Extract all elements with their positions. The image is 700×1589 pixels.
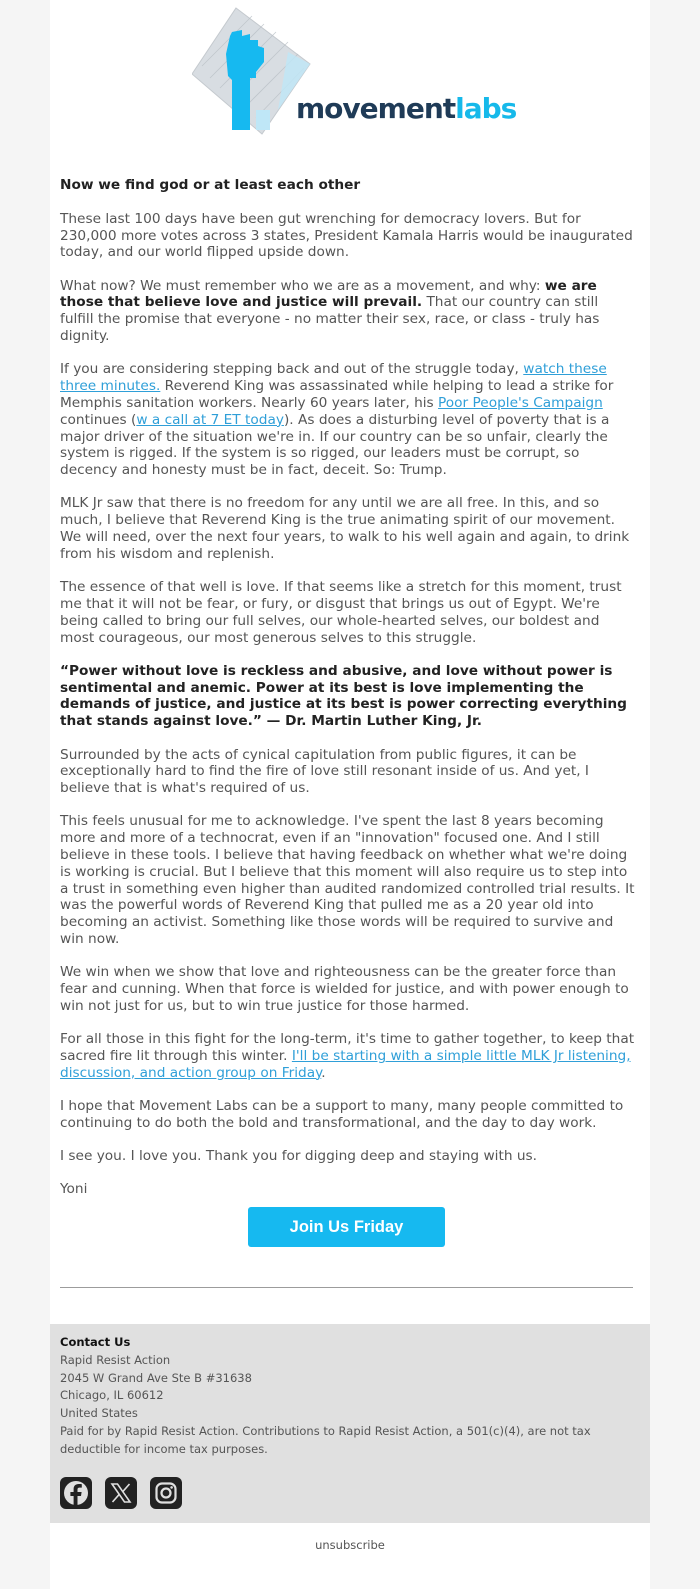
x-icon[interactable] (105, 1477, 137, 1509)
org-name: Rapid Resist Action (60, 1352, 171, 1367)
paragraph: We win when we show that love and righteousness can be the greater force than fear and cunning. When that force is wielded for justice, and with power enough to win not just for us, but to win true justice for those harmed. (60, 964, 629, 1014)
call-link[interactable]: w a call at 7 ET today (136, 411, 284, 428)
paragraph: This feels unusual for me to acknowledge. I've spent the last 8 years becoming more and more of a technocrat, even if an "innovation" focused one. And I still believe in these tools. I believe that having feedback on whether what we're doing is working is crucial. But I believe that this moment will also require us to step into a trust in something even higher than audited randomized controlled trial results. It was the powerful words of Reverend King that pulled me as a 20 year old into becoming an activist. Something like those words will be required to survive and win now. (60, 813, 635, 947)
email-card (50, 0, 650, 1589)
email-heading: Now we find god or at least each other (60, 177, 361, 193)
disclaimer: Paid for by Rapid Resist Action. Contributions to Rapid Resist Action, a 501(c)(4), are not tax deductible for income tax purposes. (60, 1423, 591, 1456)
join-us-friday-button[interactable]: Join Us Friday (248, 1207, 445, 1247)
unsubscribe-link[interactable]: unsubscribe (315, 1538, 385, 1552)
email-body (60, 177, 635, 1215)
paragraph: These last 100 days have been gut wrenching for democracy lovers. But for 230,000 more votes across 3 states, President Kamala Harris would be inaugurated today, and our world flipped upside down. (60, 210, 633, 261)
footer (50, 1324, 650, 1523)
contact-block (60, 1334, 620, 1459)
contact-title: Contact Us (60, 1335, 131, 1349)
instagram-icon[interactable] (150, 1477, 182, 1509)
divider (60, 1287, 633, 1288)
facebook-icon[interactable] (60, 1477, 92, 1509)
signature: Yoni (60, 1181, 88, 1198)
paragraph: I see you. I love you. Thank you for digging deep and staying with us. (60, 1148, 538, 1165)
mlk-group-link[interactable]: I'll be starting with a simple little MLK Jr listening, discussion, and action group on Friday (60, 1047, 631, 1081)
country: United States (60, 1406, 138, 1421)
paragraph: I hope that Movement Labs can be a support to many, many people committed to continuing to do both the bold and transformational, and the day to day work. (60, 1098, 624, 1131)
movement-labs-logo (192, 6, 517, 136)
watch-video-link[interactable]: watch these three minutes. (60, 361, 607, 395)
paragraph: The essence of that well is love. If that seems like a stretch for this moment, trust me that it will not be fear, or fury, or disgust that brings us out of Egypt. We're being called to bring our full selves, our whole-hearted selves, our boldest and most courageous, our most generous selves to this struggle. (60, 579, 622, 646)
address-line: Chicago, IL 60612 (60, 1388, 164, 1403)
logo-wordmark: movementlabs (296, 92, 517, 125)
address-line: 2045 W Grand Ave Ste B #31638 (60, 1370, 252, 1385)
paragraph: What now? We must remember who we are as a movement, and why: we are those that believe love and justice will prevail. That our country can still fulfill the promise that everyone - no matter their sex, race, or class - truly has dignity. (60, 277, 600, 345)
paragraph: If you are considering stepping back and out of the struggle today, watch these three minutes. Reverend King was assassinated while helping to lead a strike for Memphis sanitation workers. Nearly 60 years later, his Poor People's Campaign continues (w a call at 7 ET today). As does a disturbing level of poverty that is a major driver of the situation we're in. If our country can be so unfair, clearly the system is rigged. If the system is so rigged, our leaders must be corrupt, so decency and honesty must be in fact, deceit. So: Trump. (60, 361, 614, 479)
paragraph: MLK Jr saw that there is no freedom for any until we are all free. In this, and so much, I believe that Reverend King is the true animating spirit of our movement. We will need, over the next four years, to walk to his well again and again, to drink from his wisdom and replenish. (60, 495, 630, 562)
paragraph: For all those in this fight for the long-term, it's time to gather together, to keep that sacred fire lit through this winter. I'll be starting with a simple little MLK Jr listening, discussion, and action group on Friday. (60, 1031, 635, 1081)
bold-statement: we are those that believe love and justice will prevail. (60, 277, 597, 311)
mlk-quote: “Power without love is reckless and abusive, and love without power is sentimental and anemic. Power at its best is love implementing the demands of justice, and justice at its best is power correcting everything that stands against love.” — Dr. Martin Luther King, Jr. (60, 662, 627, 730)
paragraph: Surrounded by the acts of cynical capitulation from public figures, it can be exceptionally hard to find the fire of love still resonant inside of us. And yet, I believe that is what's required of us. (60, 746, 589, 797)
poor-peoples-campaign-link[interactable]: Poor People's Campaign (438, 394, 603, 411)
